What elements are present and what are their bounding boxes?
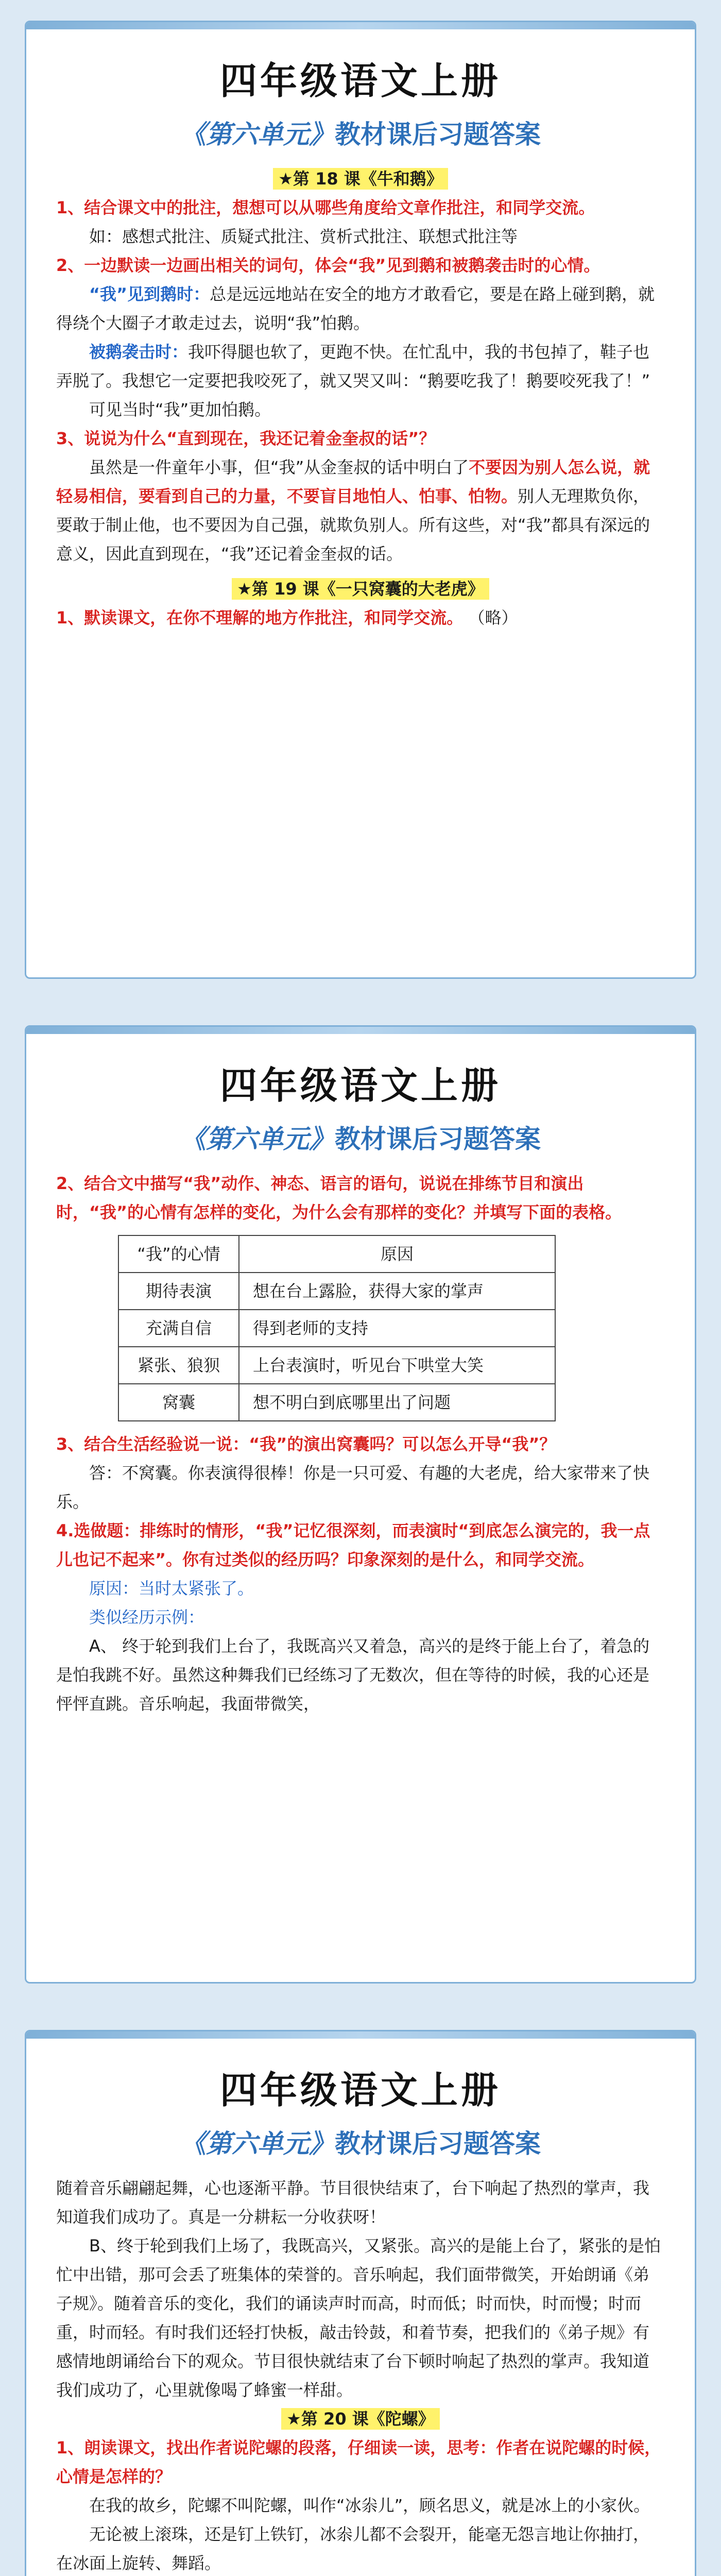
page-subtitle: 《第六单元》教材课后习题答案: [180, 119, 541, 149]
question: 3、说说为什么“直到现在，我还记着金奎叔的话”？: [56, 429, 436, 448]
table-cell: 想不明白到底哪里出了问题: [239, 1384, 555, 1421]
lesson-heading: ★第 18 课《牛和鹅》: [273, 168, 448, 190]
question: 3、结合生活经验说一说：“我”的演出窝囊吗？可以怎么开导“我”？: [56, 1434, 556, 1454]
table-cell: 期待表演: [118, 1273, 239, 1310]
answer: 原因：当时太紧张了。: [89, 1579, 254, 1598]
answer: 答：不窝囊。你表演得很棒！你是一只可爱、有趣的大老虎，给大家带来了快乐。: [56, 1463, 650, 1512]
page-3: [25, 2030, 696, 2576]
answer: A、 终于轮到我们上台了，我既高兴又着急，高兴的是终于能上台了，着急的是怕我跳不好。虽然这种舞我们已经练习了无数次，但在等待的时候，我的心还是怦怦直跳。音乐响起，我面带微笑，: [56, 1636, 650, 1714]
column-header: 原因: [239, 1235, 555, 1273]
answer-label: 类似经历示例：: [89, 1607, 205, 1627]
answer: 被鹅袭击时：我吓得腿也软了，更跑不快。在忙乱中，我的书包掉了，鞋子也弄脱了。我想它一定要把我咬死了，就又哭又叫：“鹅要吃我了！鹅要咬死我了！”: [56, 342, 650, 391]
question: 2、一边默读一边画出相关的词句，体会“我”见到鹅和被鹅袭击时的心情。: [56, 256, 600, 275]
answer: 随着音乐翩翩起舞，心也逐渐平静。节目很快结束了，台下响起了热烈的掌声，我知道我们成功了。真是一分耕耘一分收获呀！: [56, 2178, 650, 2227]
page-2: [25, 1025, 696, 1984]
answer: 在我的故乡，陀螺不叫陀螺，叫作“冰尜儿”，顾名思义，就是冰上的小家伙。: [89, 2496, 650, 2515]
answer: B、终于轮到我们上场了，我既高兴，又紧张。高兴的是能上台了，紧张的是怕忙中出错，那可会丢了班集体的荣誉的。音乐响起，我们面带微笑，开始朗诵《弟子规》。随着音乐的变化，我们的诵读声时而高，时而低；时而快，时而慢；时而重，时而轻。有时我们还轻打快板，敲击铃鼓，和着节奏，把我们的《弟子规》有感情地朗诵给台下的观众。节目很快就结束了台下顿时响起了热烈的掌声。我知道我们成功了，心里就像喝了蜂蜜一样甜。: [56, 2236, 661, 2400]
table-row: [118, 1347, 555, 1384]
table-row: [118, 1384, 555, 1421]
mood-table: [118, 1235, 556, 1421]
answer: 虽然是一件童年小事，但“我”从金奎叔的话中明白了不要因为别人怎么说，就轻易相信，要看到自己的力量，不要盲目地怕人、怕事、怕物。别人无理欺负你，要敢于制止他，也不要因为自己强，就欺负别人。所有这些，对“我”都具有深远的意义，因此直到现在，“我”还记着金奎叔的话。: [56, 457, 650, 564]
question: 1、朗读课文，找出作者说陀螺的段落，仔细读一读，思考：作者在说陀螺的时候，心情是怎样的？: [56, 2438, 661, 2486]
answer: 无论被上滚珠，还是钉上铁钉，冰尜儿都不会裂开，能毫无怨言地让你抽打，在冰面上旋转、舞蹈。: [56, 2524, 650, 2573]
table-cell: 上台表演时，听见台下哄堂大笑: [239, 1347, 555, 1384]
lesson-heading: ★第 19 课《一只窝囊的大老虎》: [232, 578, 489, 600]
table-cell: 充满自信: [118, 1310, 239, 1347]
table-cell: 想在台上露脸，获得大家的掌声: [239, 1273, 555, 1310]
table-row: [118, 1310, 555, 1347]
page-title: 四年级语文上册: [219, 2068, 501, 2112]
answer: “我”见到鹅时：总是远远地站在安全的地方才敢看它，要是在路上碰到鹅，就得绕个大圈子才敢走过去，说明“我”怕鹅。: [56, 284, 655, 333]
page-title: 四年级语文上册: [219, 1063, 501, 1107]
page-title: 四年级语文上册: [219, 59, 501, 103]
answer: 可见当时“我”更加怕鹅。: [89, 400, 271, 419]
table-cell: 得到老师的支持: [239, 1310, 555, 1347]
answer: 如：感想式批注、质疑式批注、赏析式批注、联想式批注等: [89, 227, 518, 246]
table-cell: 紧张、狼狈: [118, 1347, 239, 1384]
table-header-row: [118, 1235, 555, 1273]
column-header: “我”的心情: [118, 1235, 239, 1273]
question: 1、默读课文，在你不理解的地方作批注，和同学交流。 （略）: [56, 608, 518, 628]
question: 4.选做题：排练时的情形，“我”记忆很深刻，而表演时“到底怎么演完的，我一点儿也记不起来”。你有过类似的经历吗？印象深刻的是什么，和同学交流。: [56, 1521, 650, 1569]
lesson-heading: ★第 20 课《陀螺》: [281, 2408, 440, 2430]
page-subtitle: 《第六单元》教材课后习题答案: [180, 1124, 541, 1154]
table-cell: 窝囊: [118, 1384, 239, 1421]
question: 2、结合文中描写“我”动作、神态、语言的语句，说说在排练节目和演出时，“我”的心情有怎样的变化，为什么会有那样的变化？并填写下面的表格。: [56, 1174, 622, 1222]
question: 1、结合课文中的批注，想想可以从哪些角度给文章作批注，和同学交流。: [56, 198, 595, 217]
page-1: [25, 21, 696, 979]
page-subtitle: 《第六单元》教材课后习题答案: [180, 2128, 541, 2159]
table-row: [118, 1273, 555, 1310]
